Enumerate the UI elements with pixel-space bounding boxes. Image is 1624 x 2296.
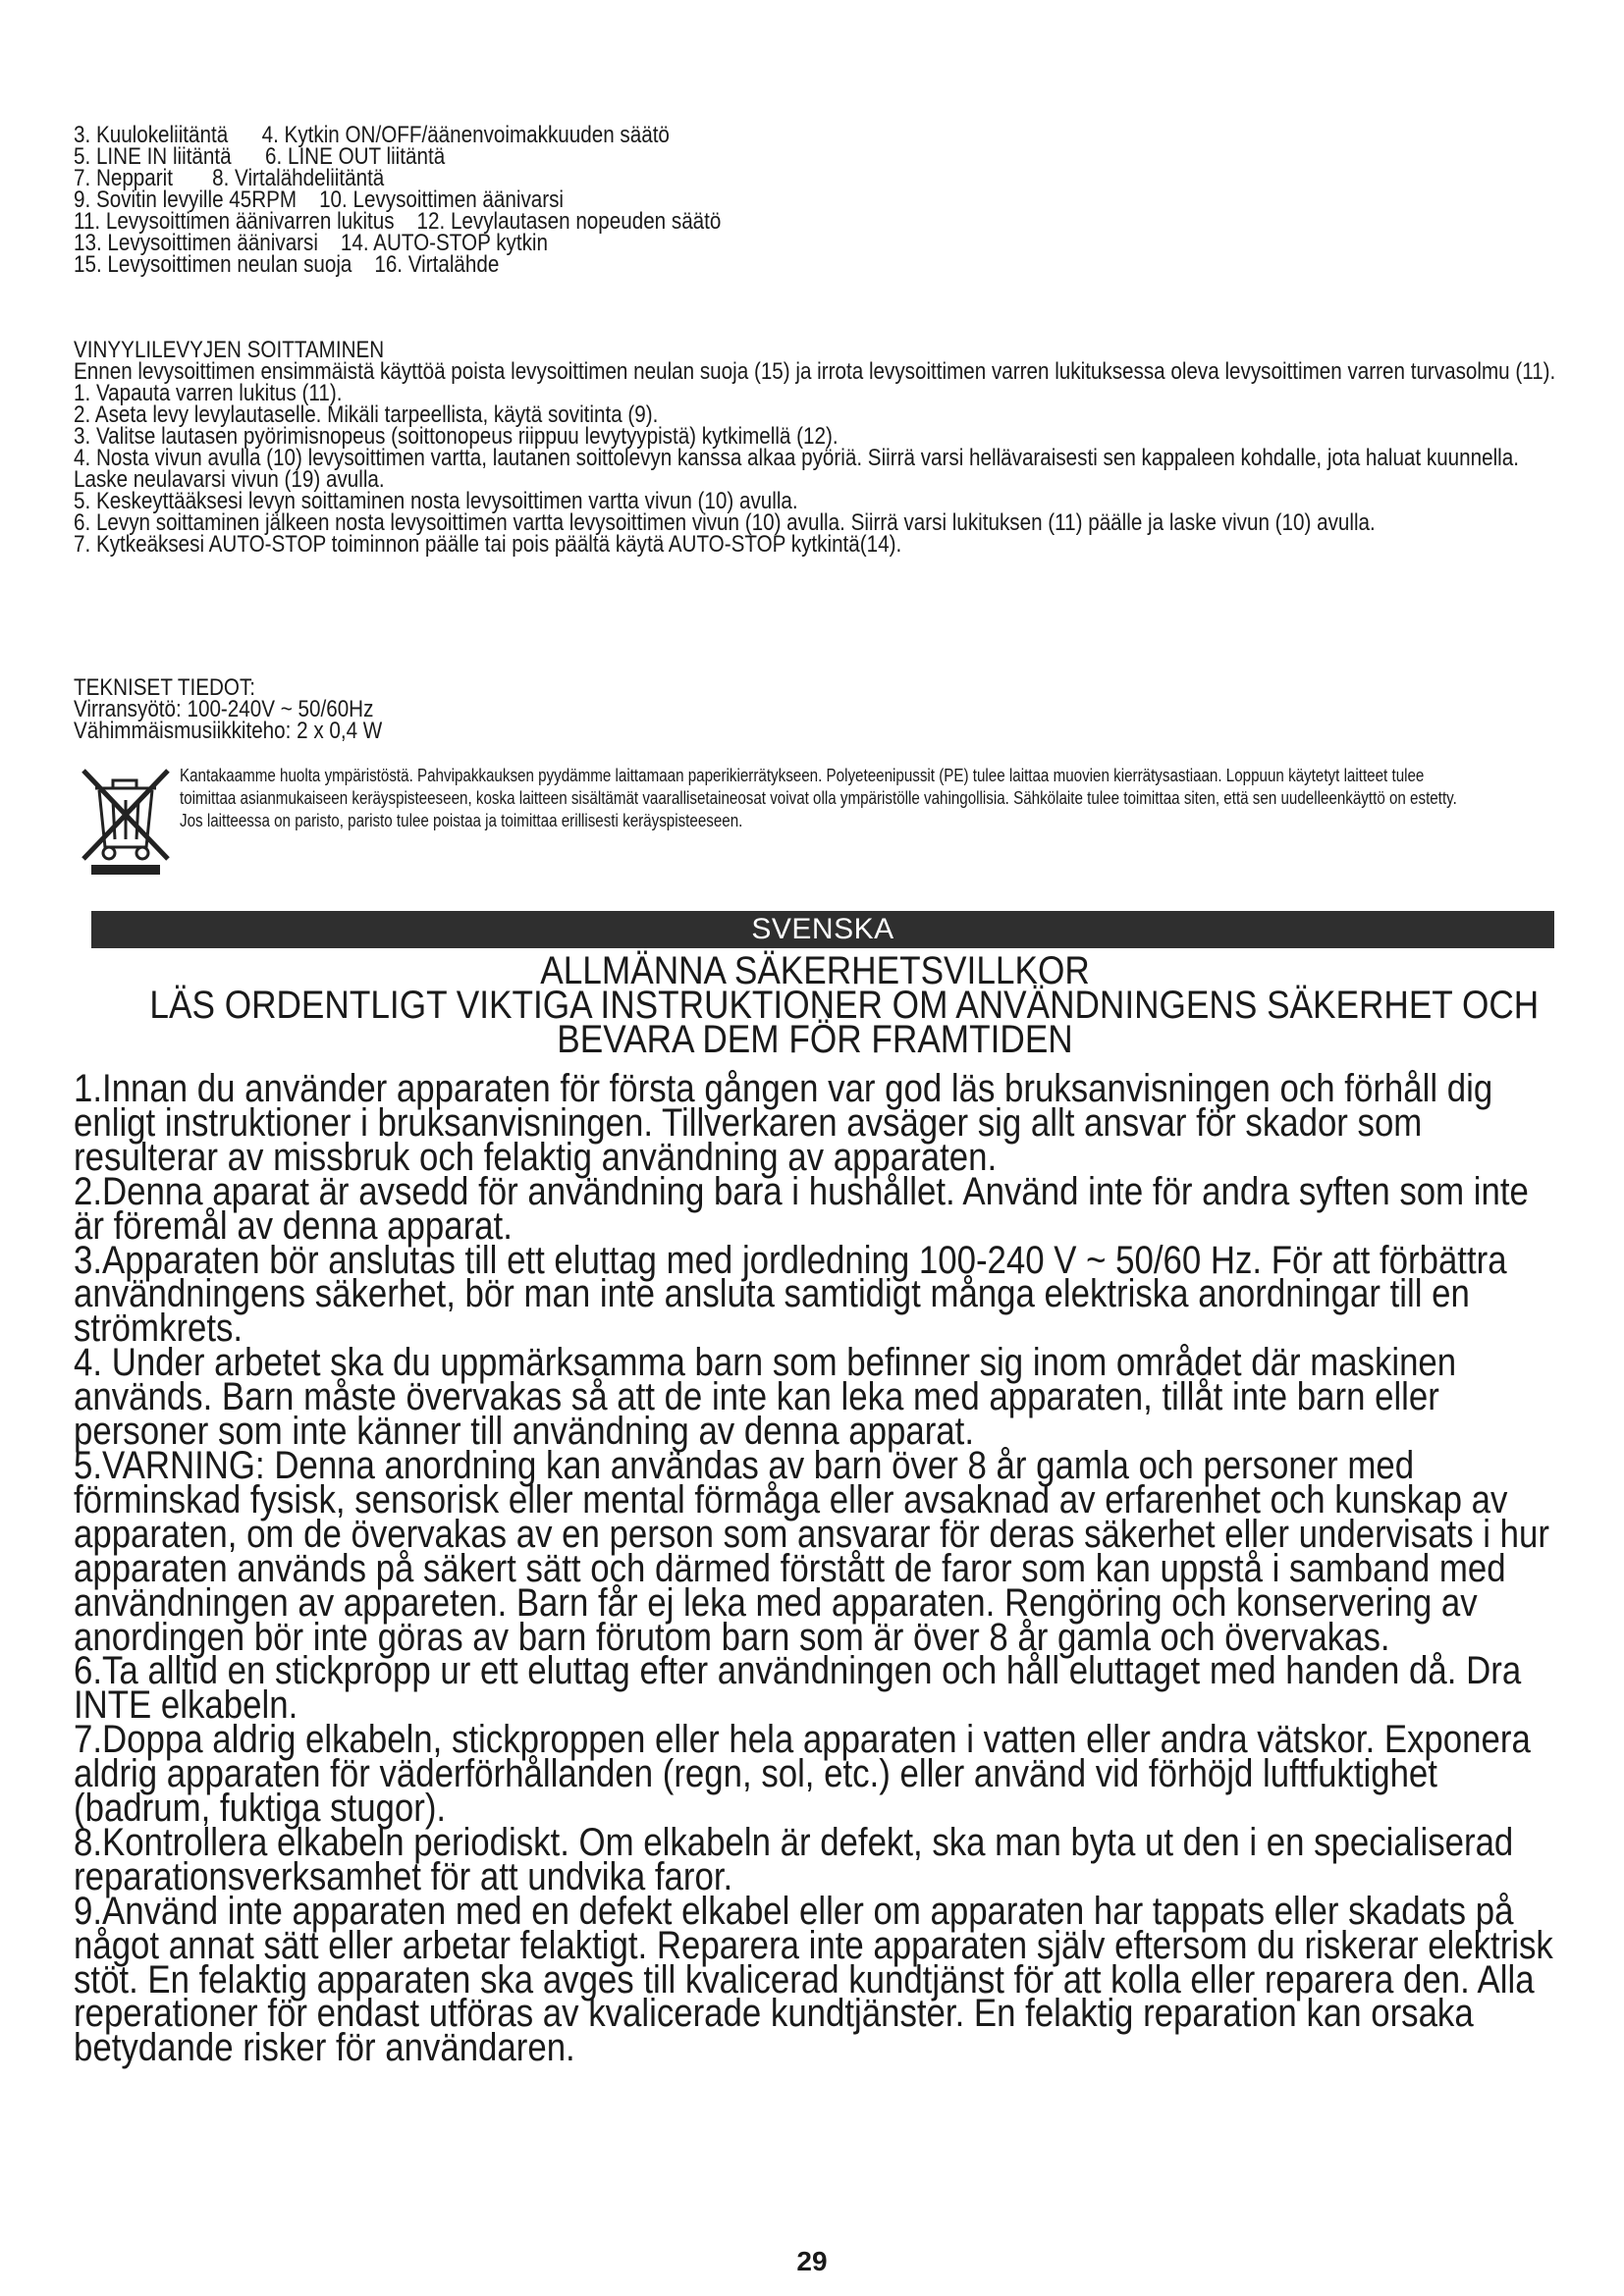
vinyl-step: 1. Vapauta varren lukitus (11). — [74, 380, 343, 406]
safety-heading-line: ALLMÄNNA SÄKERHETSVILLKOR — [540, 949, 1090, 992]
page-number: 29 — [796, 2246, 828, 2276]
recycling-notice: Kantakaamme huolta ympäristöstä. Pahvipakkauksen pyydämme laittamaan paperikierrätykseen. Polyeteenipussit (PE) tulee laittaa muovien kierrätysastiaan. Loppuun käytetyt laitteet tulee toimittaa asianmukaiseen keräyspisteeseen, koska laitteen sisältämät vaarallisetaineosat voivat olla ympäristölle vahingollisia. Sähkölaite tulee toimittaa siten, että sen uudelleenkäyttö on estetty. Jos laitteessa on paristo, paristo tulee poistaa ja toimittaa erillisesti keräyspisteeseen. — [180, 765, 1457, 830]
vinyl-step: 5. Keskeyttääksesi levyn soittaminen nosta levysoittimen vartta vivun (10) avulla. — [74, 488, 798, 514]
safety-rule: 2.Denna aparat är avsedd för användning bara i hushållet. Använd inte för andra syften som inte är föremål av denna apparat. — [74, 1169, 1529, 1248]
safety-rule: 4. Under arbetet ska du uppmärksamma barn som befinner sig inom området där maskinen används. Barn måste övervakas så att de inte kan leka med apparaten, tillåt inte barn eller personer som inte känner till användning av denna apparat. — [74, 1341, 1457, 1454]
safety-rule: 9.Använd inte apparaten med en defekt elkabel eller om apparaten har tappats eller skadats på något annat sätt eller arbetar felaktigt. Reparera inte apparaten själv eftersom du riskerar elektrisk stöt. En felaktig apparaten ska avges till kvalicerad kundtjänst för att kolla eller reparera den. Alla reperationer för endast utföras av kvalicerade kundtjänster. En felaktig reparation kan orsaka betydande risker för användaren. — [74, 1889, 1553, 2070]
technical-voltage: Virransyötö: 100-240V ~ 50/60Hz — [74, 696, 374, 722]
vinyl-step: 4. Nosta vivun avulla (10) levysoittimen vartta, lautanen soittolevyn kanssa alkaa pyöriä. Siirrä varsi hellävaraisesti sen kappaleen kohdalle, jota haluat kuunnella. Laske neulavarsi vivun (19) avulla. — [74, 445, 1519, 493]
vinyl-heading: VINYYLILEVYJEN SOITTAMINEN — [74, 337, 385, 363]
safety-heading — [59, 949, 1571, 1061]
safety-heading-line: LÄS ORDENTLIGT VIKTIGA INSTRUKTIONER OM ANVÄNDNINGENS SÄKERHET OCH — [149, 984, 1540, 1027]
technical-data — [74, 674, 1357, 744]
language-banner: SVENSKA — [91, 911, 1554, 948]
parts-list-line: 7. Nepparit 8. Virtalähdeliitäntä — [74, 165, 385, 191]
parts-list — [74, 122, 1357, 278]
vinyl-intro: Ennen levysoittimen ensimmäistä käyttöä poista levysoittimen neulan suoja (15) ja irrota levysoittimen varren lukituksessa oleva levysoittimen varren turvasolmu (11). — [74, 358, 1556, 385]
safety-heading-line: BEVARA DEM FÖR FRAMTIDEN — [557, 1018, 1073, 1061]
parts-list-line: 3. Kuulokeliitäntä 4. Kytkin ON/OFF/äänenvoimakkuuden säätö — [74, 122, 670, 148]
safety-rule: 1.Innan du använder apparaten för första gången var god läs bruksanvisningen och förhåll dig enligt instruktioner i bruksanvisningen. Tillverkaren avsäger sig allt ansvar för skador som resulterar av missbruk och felaktig användning av apparaten. — [74, 1067, 1493, 1179]
safety-rule: 8.Kontrollera elkabeln periodiskt. Om elkabeln är defekt, ska man byta ut den i en specialiserad reparationsverksamhet för att undvika faror. — [74, 1820, 1514, 1898]
parts-list-line: 15. Levysoittimen neulan suoja 16. Virtalähde — [74, 251, 500, 278]
parts-list-line: 13. Levysoittimen äänivarsi 14. AUTO-STOP kytkin — [74, 230, 548, 256]
technical-heading: TEKNISET TIEDOT: — [74, 674, 256, 701]
vinyl-section — [74, 337, 1556, 558]
vinyl-step: 7. Kytkeäksesi AUTO-STOP toiminnon päälle tai pois päältä käytä AUTO-STOP kytkintä(14). — [74, 531, 902, 558]
vinyl-step: 3. Valitse lautasen pyörimisnopeus (soittonopeus riippuu levytyypistä) kytkimellä (12). — [74, 423, 839, 450]
vinyl-step: 6. Levyn soittaminen jälkeen nosta levysoittimen vartta levysoittimen vivun (10) avulla. Siirrä varsi lukituksen (11) päälle ja laske vivun (10) avulla. — [74, 509, 1376, 536]
vinyl-step: 2. Aseta levy levylautaselle. Mikäli tarpeellista, käytä sovitinta (9). — [74, 401, 659, 428]
safety-rule: 6.Ta alltid en stickpropp ur ett eluttag efter användningen och håll eluttaget med handen då. Dra INTE elkabeln. — [74, 1649, 1522, 1728]
parts-list-line: 5. LINE IN liitäntä 6. LINE OUT liitäntä — [74, 143, 446, 170]
safety-rules — [74, 1067, 1560, 2070]
parts-list-line: 9. Sovitin levyille 45RPM 10. Levysoittimen äänivarsi — [74, 187, 565, 213]
safety-rule: 7.Doppa aldrig elkabeln, stickproppen eller hela apparaten i vatten eller andra vätskor. Exponera aldrig apparaten för väderförhållanden (regn, sol, etc.) eller använd vid förhöjd luftfuktighet (badrum, fuktiga stugor). — [74, 1718, 1531, 1831]
crossed-out-wheelie-bin-icon — [74, 761, 177, 877]
technical-power: Vähimmäismusiikkiteho: 2 x 0,4 W — [74, 718, 383, 744]
parts-list-line: 11. Levysoittimen äänivarren lukitus 12. Levylautasen nopeuden säätö — [74, 208, 722, 235]
safety-rule: 5.VARNING: Denna anordning kan användas av barn över 8 år gamla och personer med förminskad fysisk, sensorisk eller mental förmåga eller avsaknad av erfarenhet och kunskap av apparaten, om de övervakas av en person som ansvarar för deras säkerhet eller undervisats i hur apparaten används på säkert sätt och därmed förstått de faror som kan uppstå i samband med användningen av appareten. Barn får ej leka med apparaten. Rengöring och konservering av anordingen bör inte göras av barn förutom barn som är över 8 år gamla och övervakas. — [74, 1443, 1549, 1659]
safety-rule: 3.Apparaten bör anslutas till ett eluttag med jordledning 100-240 V ~ 50/60 Hz. För att förbättra användningens säkerhet, bör man inte ansluta samtidigt många elektriska anordningar till en strömkrets. — [74, 1238, 1507, 1351]
